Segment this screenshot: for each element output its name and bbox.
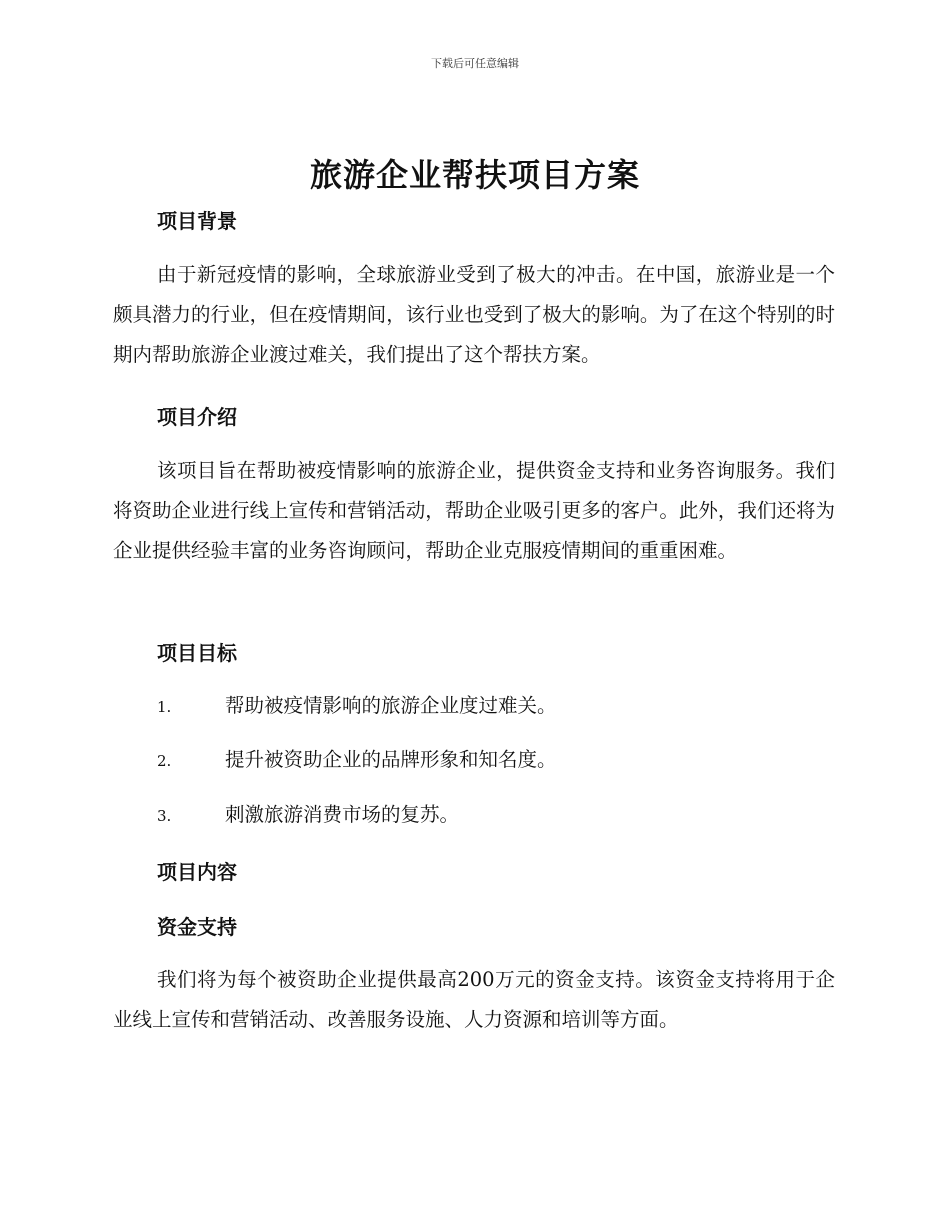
section-heading-goals: 项目目标: [157, 641, 237, 665]
goal-list-text: 刺激旅游消费市场的复苏。: [225, 803, 460, 826]
paragraph-funding: 我们将为每个被资助企业提供最高200万元的资金支持。该资金支持将用于企业线上宣传和营销活动、改善服务设施、人力资源和培训等方面。: [113, 968, 835, 1031]
paragraph-intro: 该项目旨在帮助被疫情影响的旅游企业，提供资金支持和业务咨询服务。我们将资助企业进行线上宣传和营销活动，帮助企业吸引更多的客户。此外，我们还将为企业提供经验丰富的业务咨询顾问，帮助企业克服疫情期间的重重困难。: [113, 459, 835, 562]
page-header-note: 下载后可任意编辑: [431, 57, 519, 70]
goal-list-number: 2.: [157, 752, 172, 770]
paragraph-background: 由于新冠疫情的影响，全球旅游业受到了极大的冲击。在中国，旅游业是一个颇具潜力的行业，但在疫情期间，该行业也受到了极大的影响。为了在这个特别的时期内帮助旅游企业渡过难关，我们提出了这个帮扶方案。: [113, 263, 835, 366]
goal-list-number: 3.: [157, 807, 172, 825]
goal-list-text: 提升被资助企业的品牌形象和知名度。: [225, 748, 557, 771]
goal-list-item: [157, 795, 837, 836]
goal-list-item: [157, 686, 837, 727]
goal-list-number: 1.: [157, 698, 172, 716]
section-heading-background: 项目背景: [157, 209, 237, 233]
section-heading-content: 项目内容: [157, 860, 237, 884]
goal-list-item: [157, 740, 837, 781]
document-title: 旅游企业帮扶项目方案: [309, 156, 640, 194]
section-heading-funding: 资金支持: [157, 915, 237, 939]
goal-list-text: 帮助被疫情影响的旅游企业度过难关。: [225, 694, 557, 717]
section-heading-intro: 项目介绍: [157, 405, 237, 429]
